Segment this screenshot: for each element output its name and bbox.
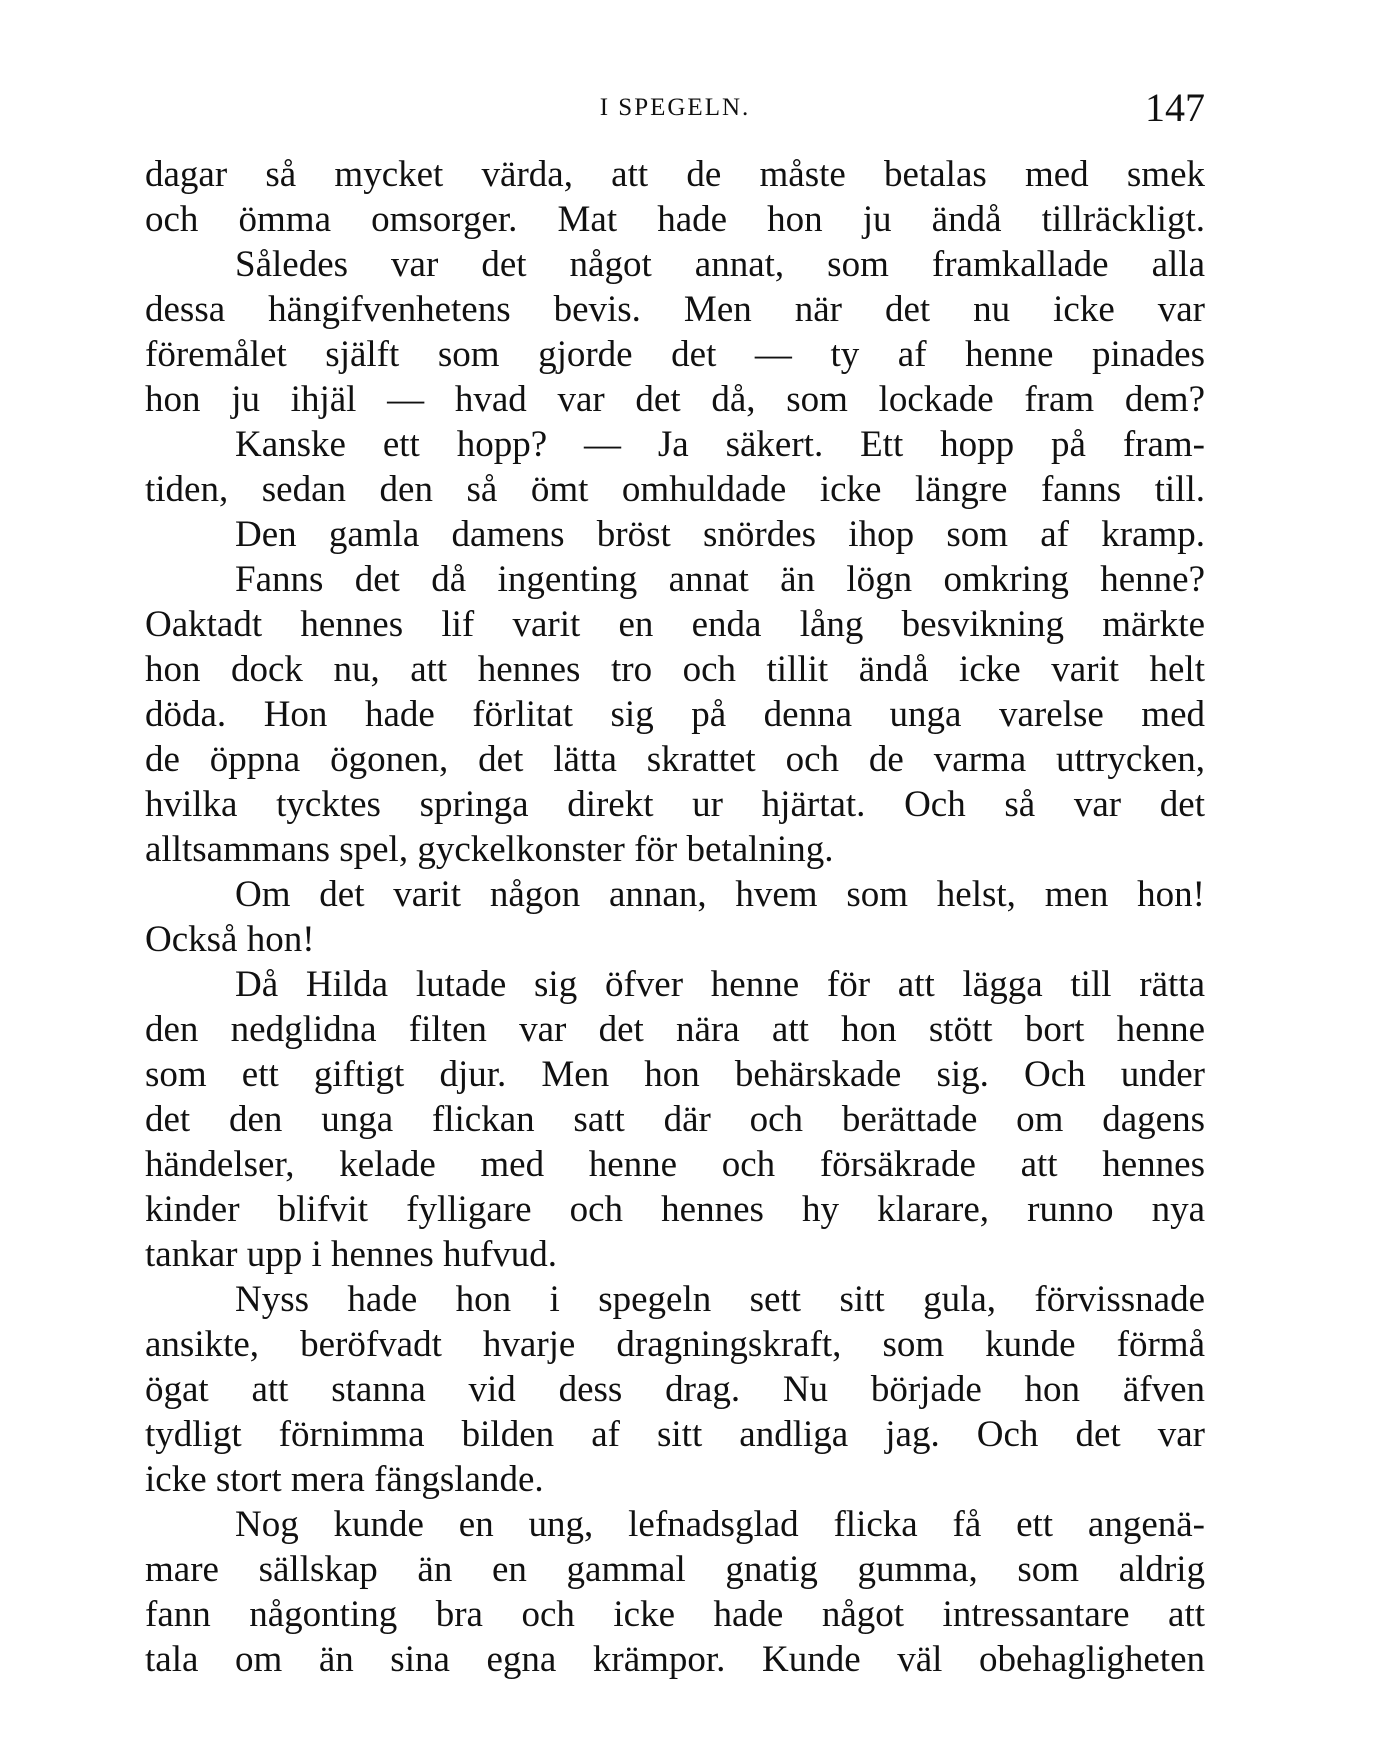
text-line: Då Hilda lutade sig öfver henne för att lägga till rätta [235,964,1205,1005]
text-line: kinder blifvit fylligare och hennes hy klarare, runno nya [145,1189,1205,1230]
text-line: Kanske ett hopp? — Ja säkert. Ett hopp på fram- [235,424,1205,465]
body-text [145,152,1205,1682]
text-line: Oaktadt hennes lif varit en enda lång besvikning märkte [145,604,1205,645]
text-line: tydligt förnimma bilden af sitt andliga jag. Och det var [145,1414,1205,1455]
text-line: hvilka tycktes springa direkt ur hjärtat. Och så var det [145,784,1205,825]
text-line: de öppna ögonen, det lätta skrattet och de varma uttrycken, [145,739,1205,780]
running-title: I SPEGELN. [599,94,751,121]
text-line: dagar så mycket värda, att de måste betalas med smek [145,154,1205,195]
text-line: dessa hängifvenhetens bevis. Men när det nu icke var [145,289,1205,330]
text-line: Den gamla damens bröst snördes ihop som af kramp. [235,514,1205,555]
text-line: icke stort mera fängslande. [145,1459,544,1500]
text-line: som ett giftigt djur. Men hon behärskade sig. Och under [145,1054,1205,1095]
text-line: hon dock nu, att hennes tro och tillit ändå icke varit helt [145,649,1205,690]
text-line: Också hon! [145,919,315,960]
book-page [145,85,1205,1682]
text-line: händelser, kelade med henne och försäkrade att hennes [145,1144,1205,1185]
text-line: Om det varit någon annan, hvem som helst, men hon! [235,874,1205,915]
text-line: döda. Hon hade förlitat sig på denna unga varelse med [145,694,1205,735]
text-line: och ömma omsorger. Mat hade hon ju ändå tillräckligt. [145,199,1205,240]
text-line: det den unga flickan satt där och berättade om dagens [145,1099,1205,1140]
text-line: mare sällskap än en gammal gnatig gumma, som aldrig [145,1549,1205,1590]
text-line: tankar upp i hennes hufvud. [145,1234,558,1275]
page-number: 147 [1145,85,1205,130]
text-line: ansikte, beröfvadt hvarje dragningskraft, som kunde förmå [145,1324,1205,1365]
text-line: Nog kunde en ung, lefnadsglad flicka få ett angenä- [235,1504,1205,1545]
text-line: hon ju ihjäl — hvad var det då, som lockade fram dem? [145,379,1205,420]
text-line: alltsammans spel, gyckelkonster för betalning. [145,829,834,870]
text-line: tala om än sina egna krämpor. Kunde väl obehagligheten [145,1639,1205,1680]
text-line: Således var det något annat, som framkallade alla [235,244,1205,285]
text-line: den nedglidna filten var det nära att hon stött bort henne [145,1009,1205,1050]
text-line: föremålet själft som gjorde det — ty af henne pinades [145,334,1205,375]
text-line: Nyss hade hon i spegeln sett sitt gula, förvissnade [235,1279,1205,1320]
running-header [145,85,1205,136]
text-line: ögat att stanna vid dess drag. Nu började hon äfven [145,1369,1205,1410]
text-line: tiden, sedan den så ömt omhuldade icke längre fanns till. [145,469,1205,510]
text-line: fann någonting bra och icke hade något intressantare att [145,1594,1205,1635]
text-line: Fanns det då ingenting annat än lögn omkring henne? [235,559,1205,600]
